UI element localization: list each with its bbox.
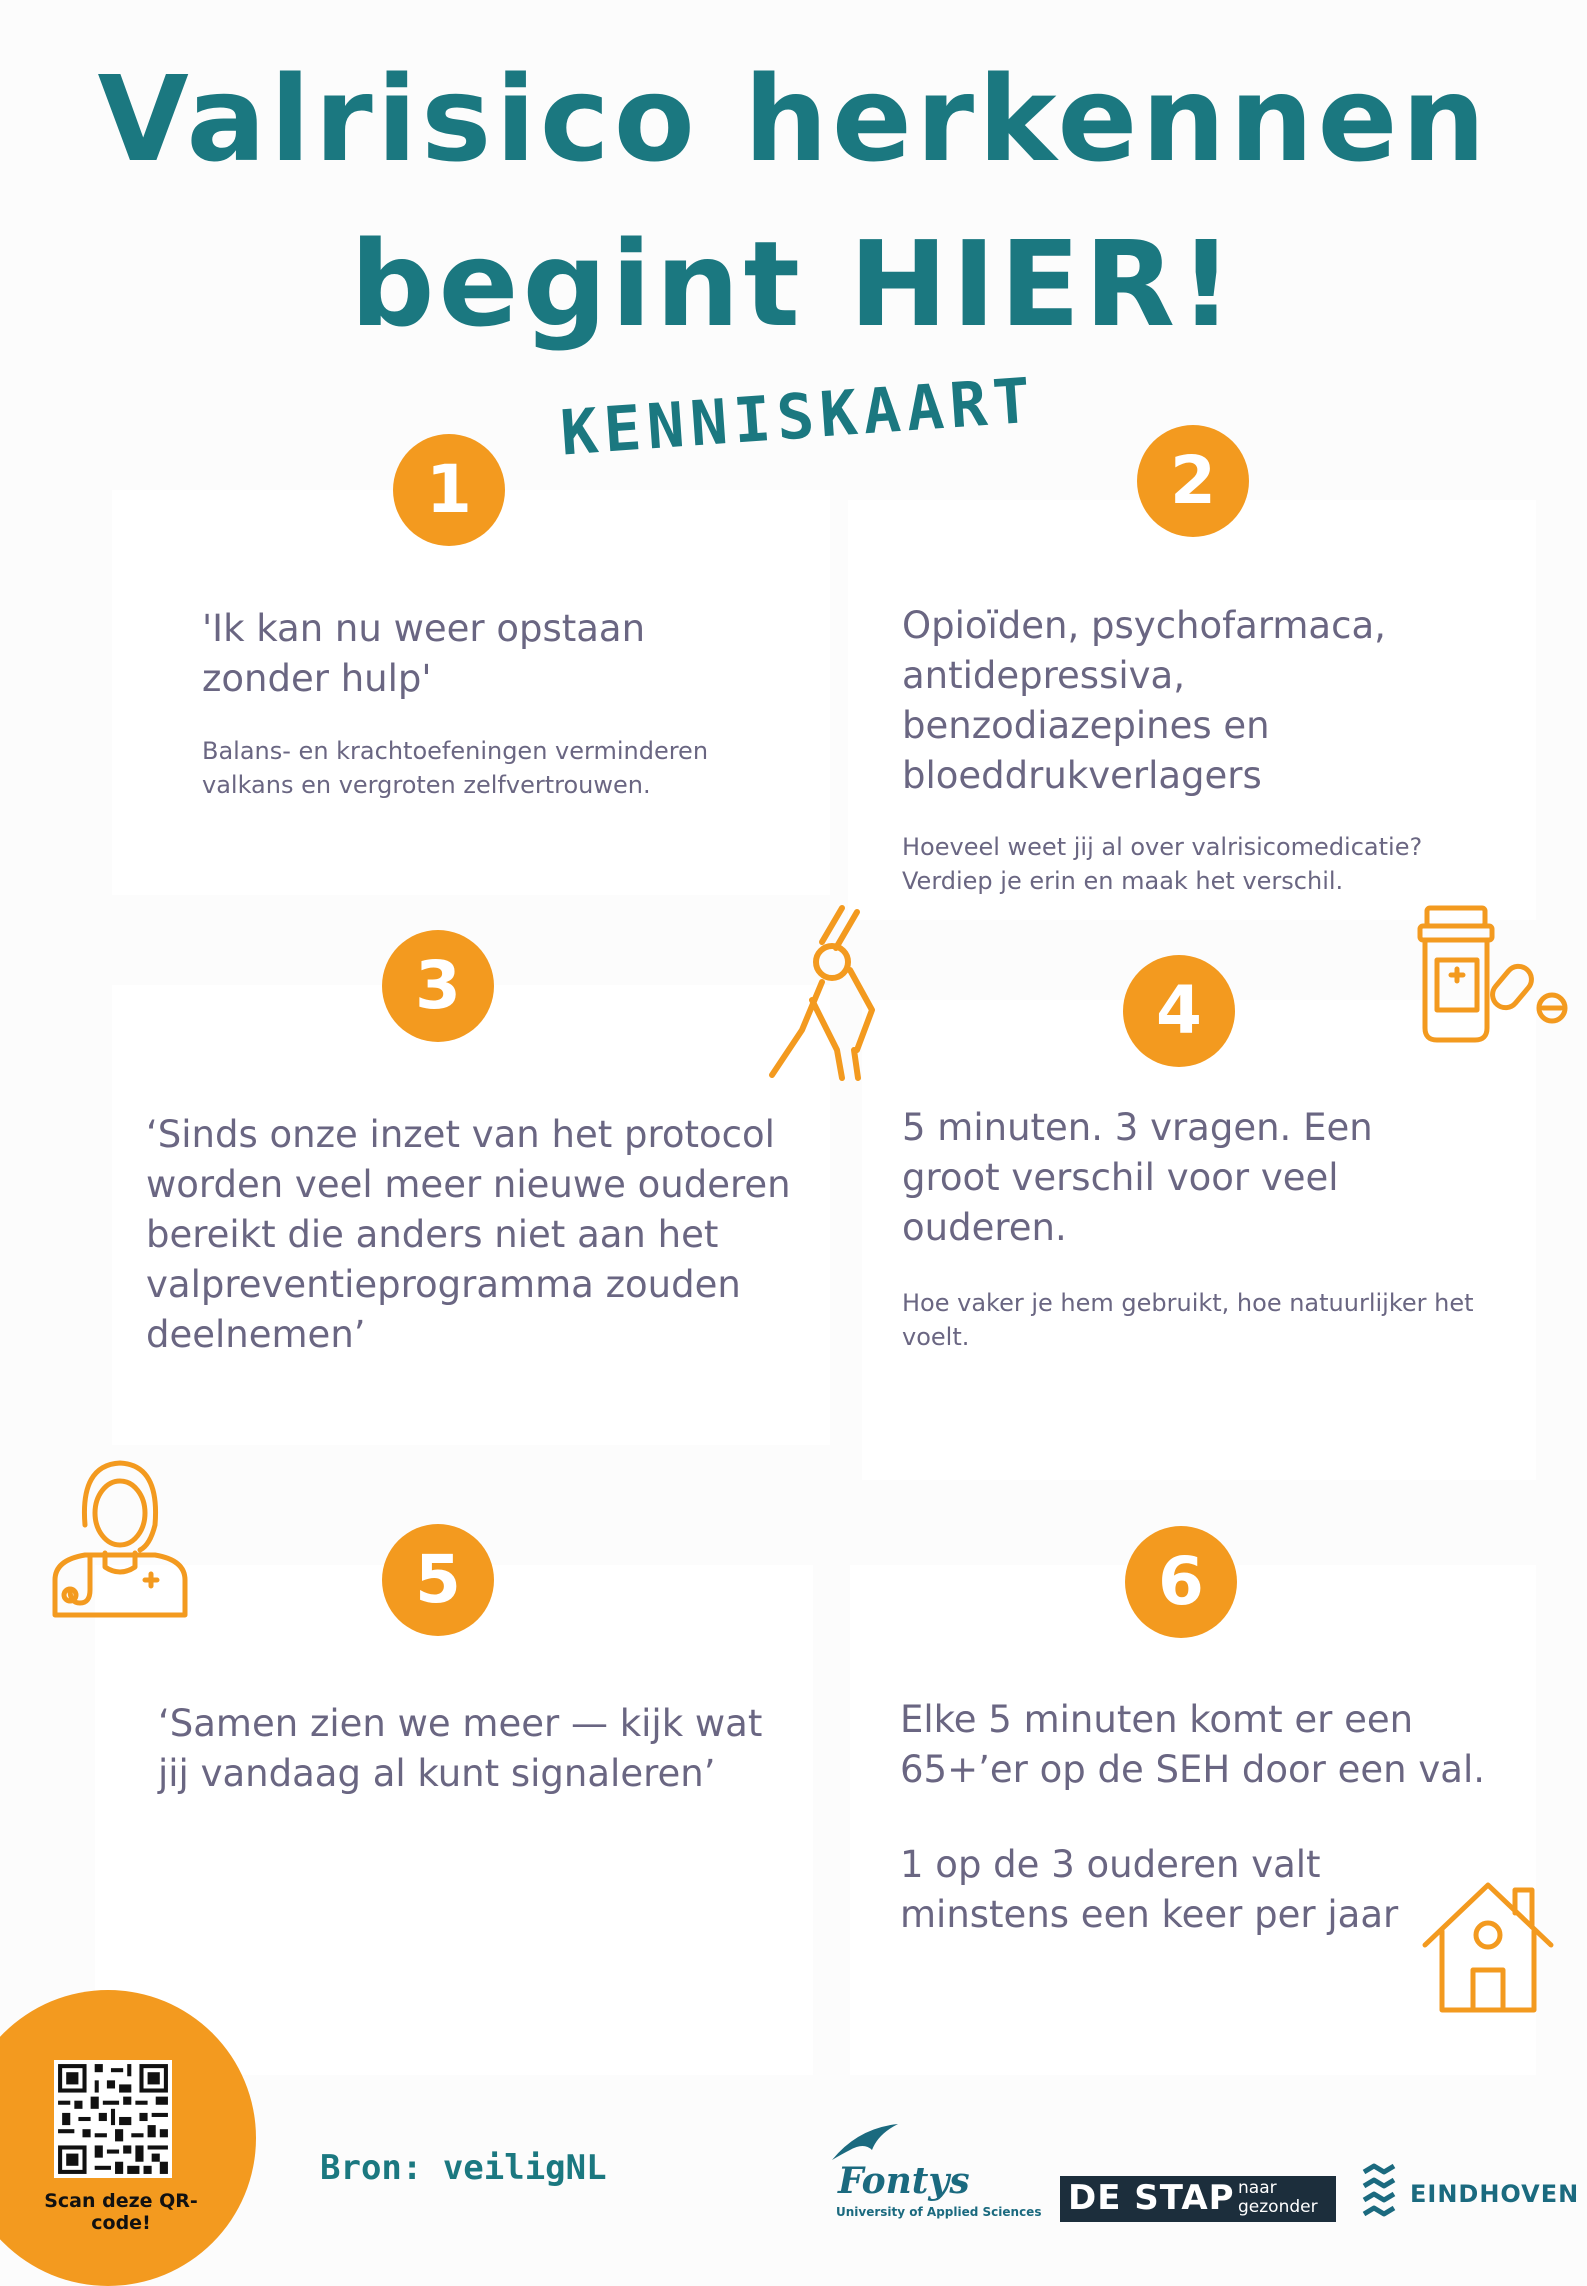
card-5-quote: ‘Samen zien we meer — kijk wat jij vandaag al kunt signaleren’: [158, 1702, 763, 1795]
number-badge-2: 2: [1137, 425, 1249, 537]
destap-logo-subtext: naar gezonder: [1238, 2178, 1318, 2217]
stretching-person-icon: [762, 900, 892, 1090]
fontys-bird-icon: [828, 2120, 908, 2164]
card-3-quote: ‘Sinds onze inzet van het protocol worden veel meer nieuwe ouderen bereikt die anders niet aan het valpreventieprogramma zouden deelnemen’: [146, 1113, 791, 1356]
number-badge-5: 5: [382, 1524, 494, 1636]
number-badge-1: 1: [393, 434, 505, 546]
qr-code-icon: [54, 2060, 172, 2178]
card-4-note: Hoe vaker je hem gebruikt, hoe natuurlijker het voelt.: [902, 1289, 1474, 1351]
subtitle: KENNISKAART: [558, 363, 1039, 470]
card-1-quote: 'Ik kan nu weer opstaan zonder hulp': [202, 607, 646, 700]
card-1-note: Balans- en krachtoefeningen verminderen valkans en vergroten zelfvertrouwen.: [202, 737, 709, 799]
card-2-quote: Opioïden, psychofarmaca, antidepressiva, benzodiazepines en bloeddrukverlagers: [902, 604, 1386, 797]
fontys-logo-subtext: University of Applied Sciences: [836, 2205, 1042, 2219]
number-badge-3: 3: [382, 930, 494, 1042]
number-badge-6: 6: [1125, 1526, 1237, 1638]
card-4-quote: 5 minuten. 3 vragen. Een groot verschil voor veel ouderen.: [902, 1106, 1373, 1249]
nurse-icon: [45, 1455, 195, 1625]
destap-logo: [1060, 2176, 1336, 2222]
eindhoven-logo-text: EINDHOVEN: [1410, 2180, 1580, 2208]
card-6-quote: Elke 5 minuten komt er een 65+’er op de SEH door een val.: [900, 1698, 1486, 1791]
page-title-line-2: begint HIER!: [350, 215, 1237, 353]
number-badge-4: 4: [1123, 955, 1235, 1067]
card-2-note: Hoeveel weet jij al over valrisicomedicatie? Verdiep je erin en maak het verschil.: [902, 833, 1423, 895]
card-6-quote-2: 1 op de 3 ouderen valt minstens een keer per jaar: [900, 1843, 1399, 1936]
card-5: [95, 1565, 813, 2075]
fontys-logo-text: Fontys: [838, 2160, 970, 2202]
destap-logo-text: DE STAP: [1068, 2178, 1235, 2218]
house-icon: [1420, 1875, 1556, 2015]
source-credit: Bron: veiligNL: [320, 2148, 607, 2188]
qr-code[interactable]: [54, 2060, 172, 2178]
medicine-bottle-icon: [1415, 900, 1575, 1050]
page-title-line-1: Valrisico herkennen: [97, 50, 1490, 188]
eindhoven-logo-icon: [1362, 2162, 1400, 2218]
qr-label: Scan deze QR-code!: [44, 2190, 198, 2234]
